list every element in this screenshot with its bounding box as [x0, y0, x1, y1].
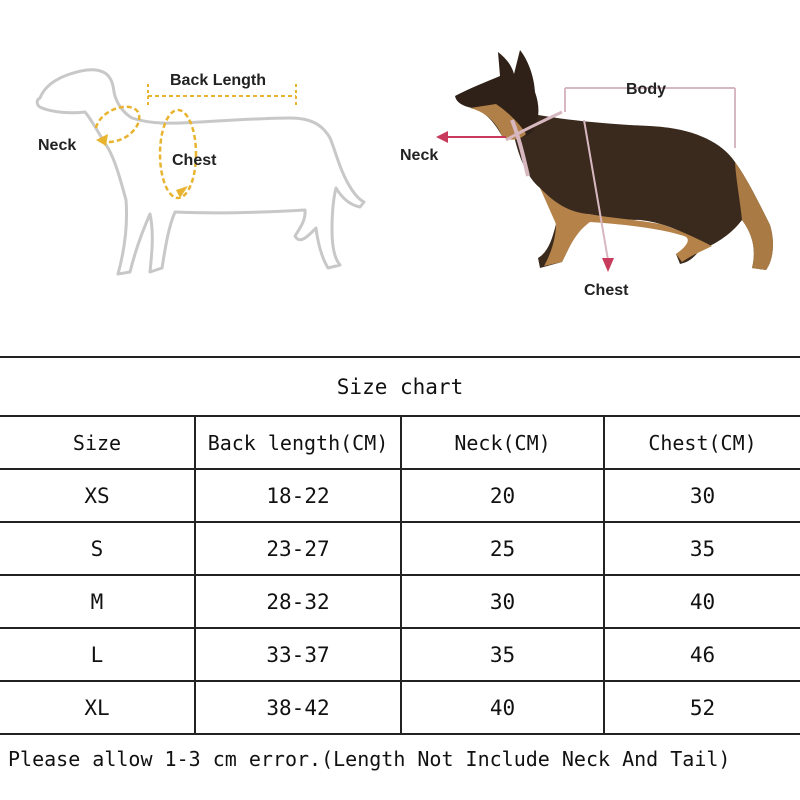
cell-back-length: 38-42 [195, 681, 401, 734]
cell-back-length: 33-37 [195, 628, 401, 681]
cell-back-length: 28-32 [195, 575, 401, 628]
size-chart-table [0, 356, 800, 783]
cell-neck: 30 [401, 575, 604, 628]
table-row [0, 575, 800, 628]
chest-arrow-right-icon [602, 258, 614, 272]
table-header-row [0, 416, 800, 469]
cell-size: XS [0, 469, 195, 522]
dog-outline-diagram [37, 70, 364, 274]
label-neck-left: Neck [38, 137, 77, 154]
cell-chest: 35 [604, 522, 800, 575]
cell-chest: 52 [604, 681, 800, 734]
header-size: Size [0, 416, 195, 469]
header-chest: Chest(CM) [604, 416, 800, 469]
neck-arrow-right-icon [436, 131, 448, 143]
cell-back-length: 23-27 [195, 522, 401, 575]
label-body: Body [626, 81, 666, 98]
cell-neck: 20 [401, 469, 604, 522]
dog-photo-diagram [400, 50, 773, 299]
cell-size: L [0, 628, 195, 681]
cell-size: M [0, 575, 195, 628]
label-chest-right: Chest [584, 282, 629, 299]
dog-outline-icon [37, 70, 364, 274]
cell-size: S [0, 522, 195, 575]
cell-neck: 40 [401, 681, 604, 734]
table-row [0, 681, 800, 734]
cell-back-length: 18-22 [195, 469, 401, 522]
table-note-row [0, 734, 800, 783]
header-back-length: Back length(CM) [195, 416, 401, 469]
table-title: Size chart [0, 357, 800, 416]
header-neck: Neck(CM) [401, 416, 604, 469]
measurement-diagrams [0, 0, 800, 350]
cell-neck: 25 [401, 522, 604, 575]
table-row [0, 628, 800, 681]
cell-chest: 30 [604, 469, 800, 522]
label-back-length: Back Length [170, 72, 267, 89]
table-row [0, 469, 800, 522]
dog-measurement-illustrations [0, 0, 800, 350]
label-neck-right: Neck [400, 147, 439, 164]
table-title-row [0, 357, 800, 416]
label-chest-left: Chest [172, 152, 217, 169]
table-note: Please allow 1-3 cm error.(Length Not Include Neck And Tail) [0, 734, 800, 783]
cell-chest: 40 [604, 575, 800, 628]
cell-neck: 35 [401, 628, 604, 681]
table-row [0, 522, 800, 575]
cell-size: XL [0, 681, 195, 734]
cell-chest: 46 [604, 628, 800, 681]
